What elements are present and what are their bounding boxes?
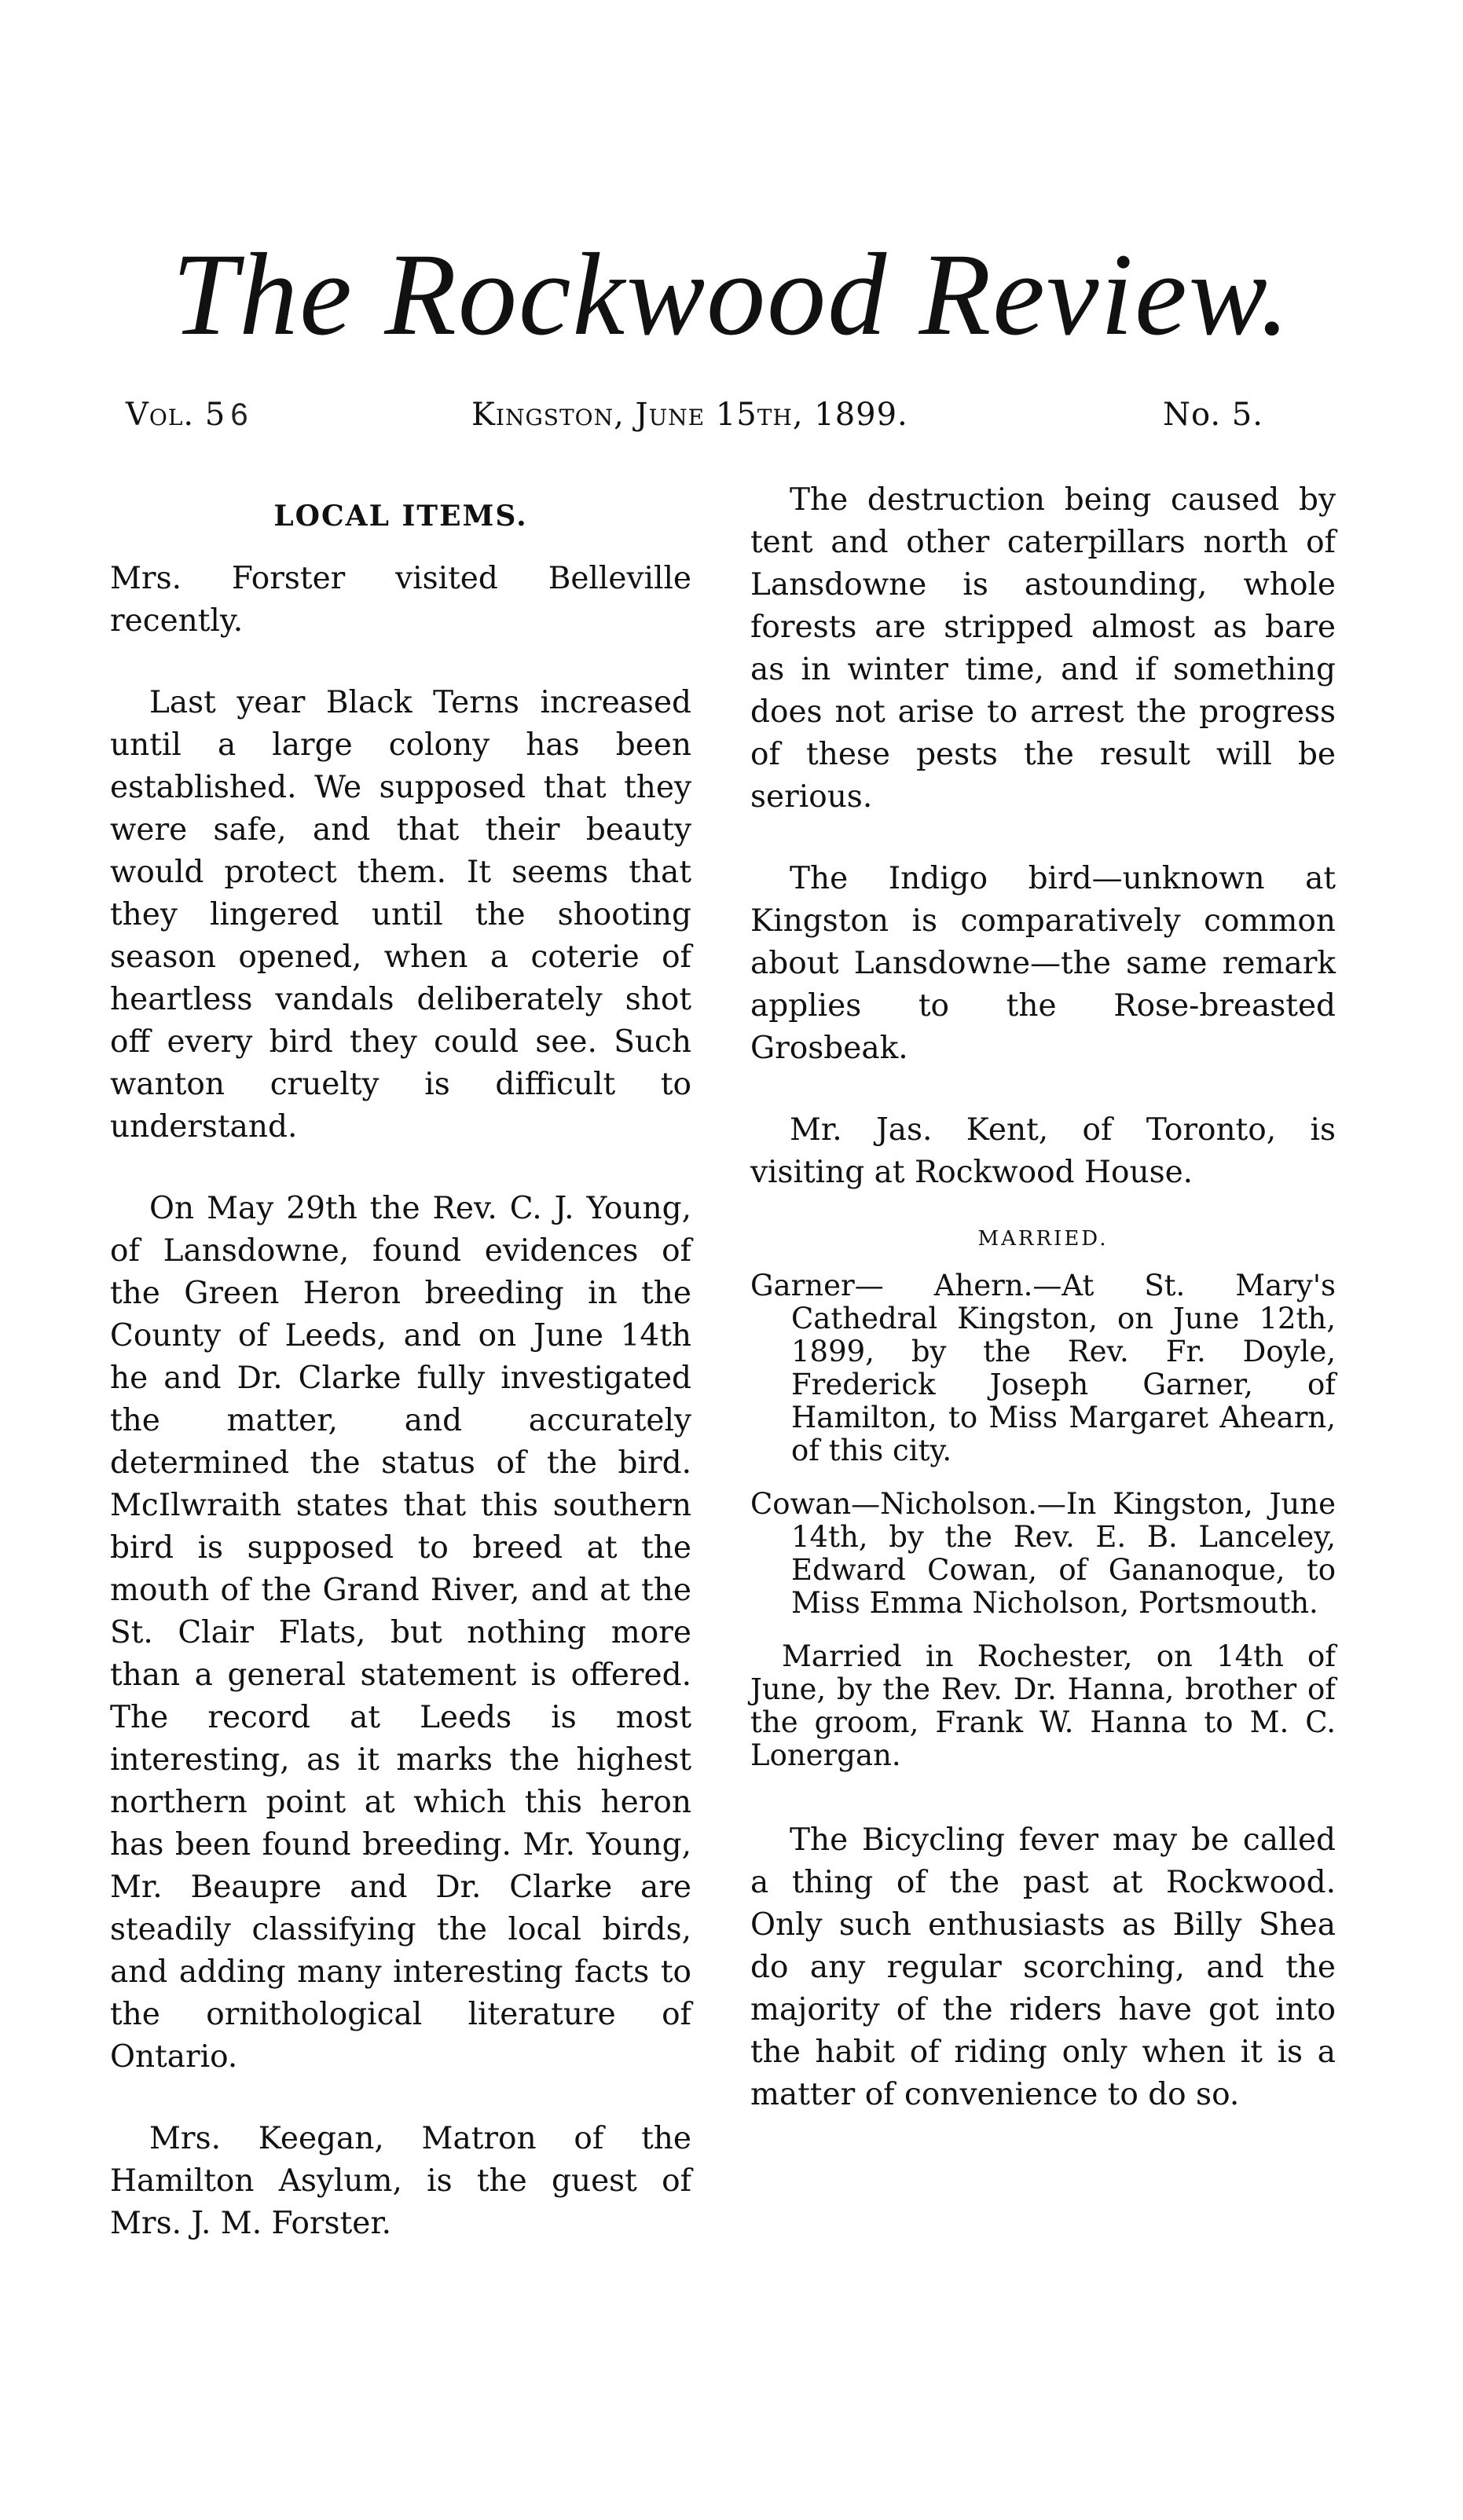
paragraph: Mrs. Forster visited Belleville recently. (110, 561, 691, 639)
masthead-title: The Rockwood Review. (171, 229, 1292, 360)
paragraph: The Indigo bird—unknown at Kingston is comparatively common about Lansdowne—the same remark applies to the Rose-breasted Grosbeak. (750, 861, 1336, 1066)
paragraph: Last year Black Terns increased until a large colony has been established. We supposed that they were safe, and that their beauty would protect them. It seems that they lingered until the shooting season opened, when a coterie of heartless vandals deliberately shot off every bird they could see. Such wanton cruelty is difficult to understand. (110, 685, 691, 1145)
paragraph: The Bicycling fever may be called a thing of the past at Rockwood. Only such enthusiasts as Billy Shea do any regular scorching, and the majority of the riders have got into the habit of riding only when it is a matter of convenience to do so. (750, 1822, 1336, 2112)
marriage-entry: Cowan—Nicholson.—In Kingston, June 14th, by the Rev. E. B. Lanceley, Edward Cowan, of Gananoque, to Miss Emma Nicholson, Portsmouth. (750, 1487, 1336, 1620)
right-column (750, 479, 1336, 2156)
issue-number: No. 5. (1163, 397, 1263, 433)
paragraph: Mrs. Keegan, Matron of the Hamilton Asylum, is the guest of Mrs. J. M. Forster. (110, 2121, 691, 2241)
left-column (110, 479, 691, 2284)
volume-text: Vol. 5 (126, 397, 226, 433)
married-heading: MARRIED. (977, 1227, 1109, 1251)
paragraph: Mr. Jas. Kent, of Toronto, is visiting at Rockwood House. (750, 1112, 1336, 1190)
marriage-note: Married in Rochester, on 14th of June, by the Rev. Dr. Hanna, brother of the groom, Frank W. Hanna to M. C. Lonergan. (750, 1639, 1336, 1772)
local-items-heading: LOCAL ITEMS. (273, 500, 528, 533)
marriage-entry: Garner— Ahern.—At St. Mary's Cathedral Kingston, on June 12th, 1899, by the Rev. Fr. Doyle, Frederick Joseph Garner, of Hamilton, to Miss Margaret Ahearn, of this city. (750, 1269, 1336, 1467)
place-date: Kingston, June 15th, 1899. (471, 397, 908, 433)
volume-handwritten-correction: 6 (230, 397, 249, 432)
volume-label (126, 397, 249, 433)
paragraph: The destruction being caused by tent and other caterpillars north of Lansdowne is astounding, whole forests are stripped almost as bare as in winter time, and if something does not arise to arrest the progress of these pests the result will be serious. (750, 482, 1336, 815)
paragraph: On May 29th the Rev. C. J. Young, of Lansdowne, found evidences of the Green Heron breeding in the County of Leeds, and on June 14th he and Dr. Clarke fully investigated the matter, and accurately determined the status of the bird. McIlwraith states that this southern bird is supposed to breed at the mouth of the Grand River, and at the St. Clair Flats, but nothing more than a general statement is offered. The record at Leeds is most interesting, as it marks the highest northern point at which this heron has been found breeding. Mr. Young, Mr. Beaupre and Dr. Clarke are steadily classifying the local birds, and adding many interesting facts to the ornithological literature of Ontario. (110, 1191, 691, 2075)
